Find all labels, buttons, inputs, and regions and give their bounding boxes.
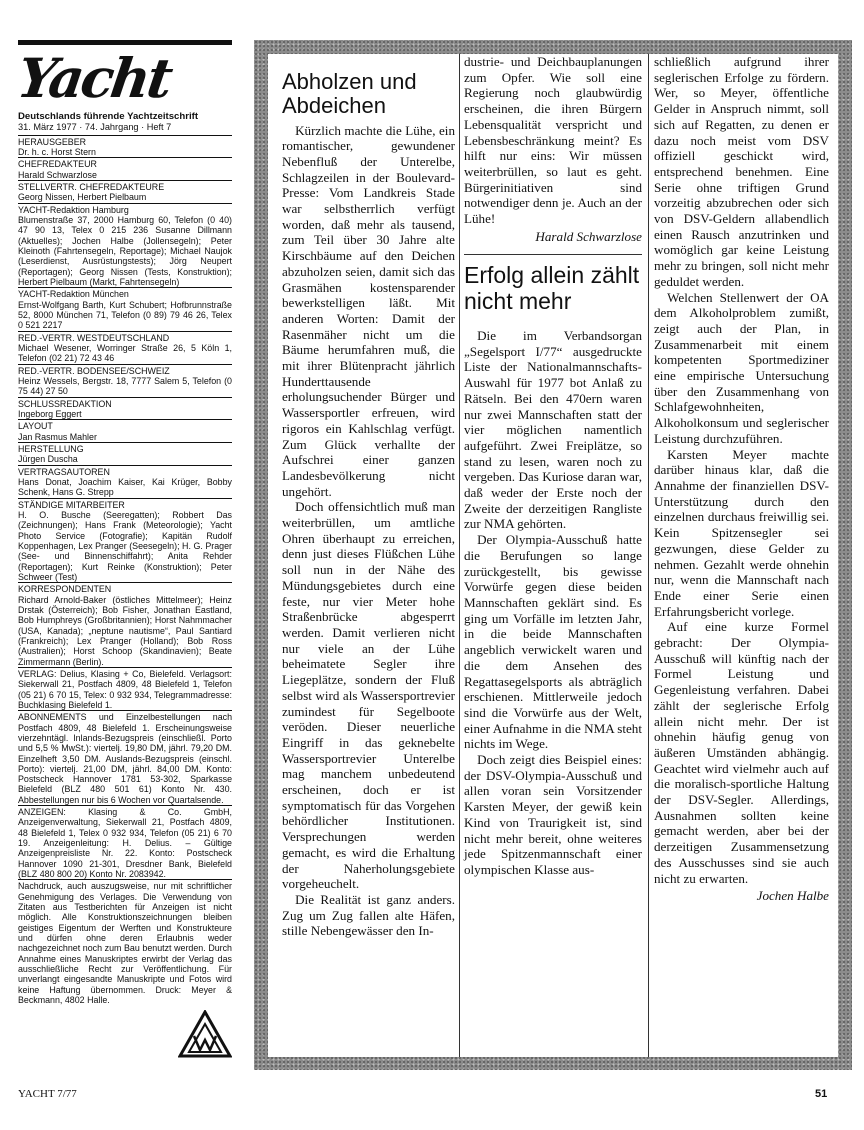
impressum-section (18, 442, 232, 465)
column-rule (648, 54, 649, 1057)
article1-paragraph: Doch offensichtlich muß man weiterbrüllen, um amtliche Ohren überhaupt zu erreichen, denn just dieses Flüßchen Lühe soll nun in der Nähe des Mündungsgebietes durch eine feste, nur vier Meter hohe Straßenbrücke abgesperrt werden. Damit verlieren nicht nur viele an der Lühe beheimatete Segler ihre Liegeplätze, sondern der Fluß selbst wird als Wassersportrevier zumindest für Segelboote veröden. Dieser neuerliche Eingriff in das geknebelte Wassersportrevier Unterelbe mag manchem unbedeutend erscheinen, doch er ist symptomatisch für das Vorgehen behördlicher Institutionen. Versprechungen werden gemacht, es wird die Erhaltung der Naherholungsgebiete vorgeheuchelt. (282, 499, 455, 892)
impressum-section (18, 582, 232, 667)
impressum-sections (18, 135, 232, 1006)
impressum-section (18, 805, 232, 879)
article1-paragraph-continued: dustrie- und Deichbauplanungen zum Opfer. Wie soll eine Regierung noch glaubwürdig erscheinen, die ihren Bürgern Lebensqualität verspricht und Lebensbeschränkung meint? Es hilft nur eins: Wir müssen weiterbrüllen, so laut es geht. Bürgerinitiativen sind notwendiger denn je. Auch an der Lühe! (464, 54, 642, 227)
publisher-logo-icon (178, 1010, 232, 1058)
impressum-text: Richard Arnold-Baker (östliches Mittelmeer); Heinz Drstak (Österreich); Bob Fisher, Jonathan Eastland, Bob Humphreys (Großbritannien); Horst Nahmmacher (USA, Kanada); „neptune nautisme“, Paul Santiard (Frankreich); Lex Pranger (Holland); Bob Ross (Australien); Horst Schoop (Skandinavien); Beate Zimmermann (Berlin). (18, 594, 232, 667)
impressum-section (18, 203, 232, 288)
article-frame (254, 40, 852, 1070)
impressum-heading: YACHT-Redaktion München (18, 289, 129, 300)
column-3 (654, 54, 829, 904)
article1-paragraph: Die Realität ist ganz anders. Zug um Zug fallen alte Häfen, stille Nebengewässer den In- (282, 891, 455, 939)
article1-title: Abholzen und Abdeichen (282, 69, 417, 118)
impressum-section (18, 331, 232, 364)
article2-title: Erfolg allein zählt nicht mehr (464, 262, 640, 314)
article1-author: Harald Schwarzlose (535, 228, 642, 244)
impressum-text: Heinz Wessels, Bergstr. 18, 7777 Salem 5, Telefon (0 75 44) 27 50 (18, 376, 232, 397)
impressum-section (18, 465, 232, 498)
impressum-text: Harald Schwarzlose (18, 169, 97, 180)
impressum-text: Blumenstraße 37, 2000 Hamburg 60, Telefon (0 40) 47 90 13, Telex 0 215 236 Susanne Dillmann (Aktuelles); Jochen Halbe (Jollensegeln); Peter Kleinoth (Fahrtensegeln, Reportage); Michael Naujok (Leserdienst, Ausrüstungstests); Jörg Neupert (Reportagen); Georg Nissen (Tests, Konstruktion); Herbert Pielbaum (Markt, Fahrtensegeln) (18, 215, 232, 288)
article1-paragraph: Kürzlich machte die Lühe, ein romantischer, gewundener Nebenfluß der Unterelbe, Schlagzeilen in der Boulevard-Presse: Vom Landkreis Stade war selbstherrlich verfügt worden, daß mehr als tausend, zum Teil über 30 Jahre alte Kirschbäume auf den Deichen abzuholzen seien, damit sich das Grasmähen kostensparender bewerkstelligen läßt. Mit anderen Worten: Damit der Rasenmäher nicht um die Bäume herumfahren muß, die mit ihrer Blütenpracht jährlich Hunderttausende erholungsuchender Bürger und Wassersportler erfreuen, wird rigoros ein Kahlschlag verfügt. Zum Glück verhallte der Aufschrei einer ganzen Landesbevölkerung nicht ungehört. (282, 122, 455, 499)
impressum-heading: STÄNDIGE MITARBEITER (18, 499, 125, 510)
article2-paragraph: Doch zeigt dies Beispiel eines: der DSV-Olympia-Ausschuß und allen voran sein Vorsitzender Karsten Meyer, der gewiß kein Kind von Traurigkeit ist, sind nicht mehr bereit, ohne weiteres jede Spitzenmannschaft einer olympischen Klasse aus- (464, 752, 642, 877)
article2-paragraph: Die im Verbandsorgan „Segelsport I/77“ ausgedruckte Liste der Nationalmannschafts-Auswahl für 1977 bot Anlaß zu Rätseln. Bei den 470ern waren nur zwei Mannschaften statt der vier möglichen namentlich aufgeführt. Zwei Freiplätze, so stand zu lesen, waren noch zu vergeben. Das Kuriose daran war, daß weder der Erste noch der Zweite der derzeitigen Rangliste zur NMA gehörten. (464, 328, 642, 532)
impressum-section (18, 180, 232, 203)
article2-author: Jochen Halbe (756, 888, 829, 904)
impressum-section (18, 397, 232, 420)
article2-paragraph: Karsten Meyer machte darüber hinaus klar, daß die Annahme der finanziellen DSV-Unterstützung durch den einzelnen durchaus freiwillig sei. Kein Spitzensegler sei gezwungen, diese Gelder zu nehmen. Gezahlt werde ohnehin nur, wenn die Mannschaft nach Ende einer Serie einen Erfahrungsbericht vorlege. (654, 446, 829, 619)
impressum-text: Jan Rasmus Mahler (18, 431, 97, 442)
divider (464, 254, 642, 255)
article2-paragraph: Welchen Stellenwert der OA dem Alkoholproblem zumißt, zeigt auch der Plan, in Zusammenarbeit mit einem kompetenten Sportmediziner eine empirische Untersuchung über den Zusammenhang von Schlafgewohnheiten, Alkoholkonsum und seglerischer Leistung durchzuführen. (654, 289, 829, 446)
top-bar (18, 40, 232, 45)
article2-paragraph: Der Olympia-Ausschuß hatte die Berufungen so lange zurückgestellt, bis gewisse Vorwürfe gegen diese beiden Mannschaften geklärt sind. Es ging um Vorfälle im letzten Jahr, in die beide Mannschaften angeblich verwickelt waren und die dem Ansehen des Regattasegelsports als abträglich erschienen. Mittlerweile jedoch sind die Vorwürfe aus der Welt, einer Aufnahme in die NMA steht nichts im Wege. (464, 532, 642, 752)
impressum-text: Ingeborg Eggert (18, 409, 82, 419)
impressum-heading: SCHLUSSREDAKTION (18, 398, 112, 409)
impressum-text: Dr. h. c. Horst Stern (18, 147, 96, 158)
impressum-text: Nachdruck, auch auszugsweise, nur mit schriftlicher Genehmigung des Verlages. Die Verwendung von Zitaten aus Testberichten für Anzeigen ist nicht möglich. Alle Konstruktionszeichnungen bleiben geistiges Eigentum der Werften und Konstrukteure und dürfen ohne deren Erlaubnis weder nachgezeichnet noch zum Bau benutzt werden. Durch Annahme eines Manuskriptes erwirbt der Verlag das ausschließliche Recht zur Veröffentlichung. Für unverlangt eingesandte Manuskripte und Fotos wird keine Haftung übernommen. Druck: Meyer & Beckmann, 4802 Halle. (18, 881, 232, 1006)
article2-paragraph: Auf eine kurze Formel gebracht: Der Olympia-Ausschuß will künftig nach der Formel Leistung und Gegenleistung verfahren. Dabei zählt der seglerische Erfolg allein nicht mehr. Der ist ohnehin häufig genug von äußeren Umständen abhängig. Geachtet wird vielmehr auch auf die moralisch-sportliche Haltung der DSV-Segler. Allerdings, Ausnahmen sollten keine gemacht werden, aber bei der derzeitigen Zusammensetzung des Ausschusses sind sie auch nicht zu erwarten. (654, 619, 829, 886)
article2-paragraph-continued: schließlich aufgrund ihrer seglerischen Erfolge zu fördern. Wer, so Meyer, öffentliche Gelder in Anspruch nimmt, soll sich auf Regatten, zu denen er dazu noch meist vom DSV offiziell geschickt wird, entsprechend benehmen. Eine Serie ohne triftigen Grund vorzeitig abzubrechen oder sich von DSV-Geldern allabendlich einen Rausch anzutrinken und womöglich gar keine Leistung mehr zu bringen, soll nicht mehr geduldet werden. (654, 54, 829, 289)
impressum-text: Hans Donat, Joachim Kaiser, Kai Krüger, Bobby Schenk, Hans G. Strepp (18, 476, 232, 498)
impressum-text: Ernst-Wolfgang Barth, Kurt Schubert; Hofbrunnstraße 52, 8000 München 71, Telefon (0 89) 79 46 26, Telex 0 521 2217 (18, 299, 232, 331)
article-inner (268, 54, 838, 1057)
impressum-heading: RED.-VERTR. WESTDEUTSCHLAND (18, 332, 170, 343)
impressum-section (18, 287, 232, 330)
impressum-text: H. O. Busche (Seeregatten); Robbert Das (Zeichnungen); Hans Frank (Meteorologie); Yacht Photo Service (Fotografie); Kapitän Rudolf Koppenhagen, Lex Pranger (Seesegeln); H. G. Prager (See- und Binnenschiffahrt); Anita Rehder (Reportagen); Kurt Reinke (Konstruktion); Peter Schweer (Test) (18, 509, 232, 582)
footer-magazine: YACHT 7/77 (18, 1088, 77, 1100)
impressum-text: ABONNEMENTS und Einzelbestellungen nach Postfach 4809, 48 Bielefeld 1. Erscheinungsweise vierzehntägl. Inlands-Bezugspreis (einschließl. Porto und 5,5 % MwSt.): viertelj. 19,80 DM, jährl. 79,20 DM. Einzelheft 3,50 DM. Auslands-Bezugspreis (einschl. Porto): viertelj. 21,00 DM, jährl. 84,00 DM. Konto: Postscheck Hannover 1781 53-302, Sparkasse Bielefeld (BLZ 480 501 61) Konto Nr. 430. Abbestellungen nur bis 6 Wochen vor Quartalsende. (18, 712, 232, 805)
impressum-heading: LAYOUT (18, 421, 53, 432)
impressum-text: ANZEIGEN: Klasing & Co. GmbH, Anzeigenverwaltung, Siekerwall 21, Postfach 4809, 48 Bielefeld 1, Telex 0 932 934, Telefon (05 21) 6 70 19. Anzeigenleitung: H. Delius. – Gültige Anzeigenpreisliste Nr. 22. Konto: Postscheck Hannover 1090 21-301, Dresdner Bank, Bielefeld (BLZ 480 800 20) Konto Nr. 2083942. (18, 807, 232, 880)
issue-line: 31. März 1977 · 74. Jahrgang · Heft 7 (18, 122, 172, 133)
impressum-heading: KORRESPONDENTEN (18, 584, 112, 595)
impressum-heading: STELLVERTR. CHEFREDAKTEURE (18, 182, 165, 193)
impressum-section (18, 498, 232, 583)
yacht-logo: Yacht (13, 46, 174, 110)
column-2 (464, 54, 642, 878)
impressum-text: VERLAG: Delius, Klasing + Co, Bielefeld. Verlagsort: Siekerwall 21, Postfach 4809, 48 Bielefeld 1, Telefon (05 21) 6 70 15, Telex: 0 932 934, Telegrammadresse: Buchklasing Bielefeld 1. (18, 668, 232, 710)
impressum-section (18, 879, 232, 1005)
impressum-heading: VERTRAGSAUTOREN (18, 466, 110, 477)
impressum-text: Jürgen Duscha (18, 454, 78, 465)
impressum-section (18, 710, 232, 805)
impressum-heading: CHEFREDAKTEUR (18, 159, 97, 170)
impressum-section (18, 667, 232, 710)
tagline: Deutschlands führende Yachtzeitschrift (18, 111, 199, 122)
impressum-section (18, 419, 232, 442)
impressum-section (18, 364, 232, 397)
impressum-text: Michael Wesener, Worringer Straße 26, 5 Köln 1, Telefon (02 21) 72 43 46 (18, 343, 232, 364)
impressum-heading: HERSTELLUNG (18, 443, 84, 454)
column-rule (459, 54, 460, 1057)
impressum-heading: RED.-VERTR. BODENSEE/SCHWEIZ (18, 365, 170, 376)
impressum-heading: HERAUSGEBER (18, 136, 87, 147)
column-1 (282, 54, 455, 939)
impressum-section (18, 135, 232, 158)
page-number: 51 (815, 1088, 828, 1100)
impressum-heading: YACHT-Redaktion Hamburg (18, 204, 129, 215)
impressum (13, 40, 232, 1006)
impressum-section (18, 157, 232, 180)
impressum-text: Georg Nissen, Herbert Pielbaum (18, 192, 147, 203)
